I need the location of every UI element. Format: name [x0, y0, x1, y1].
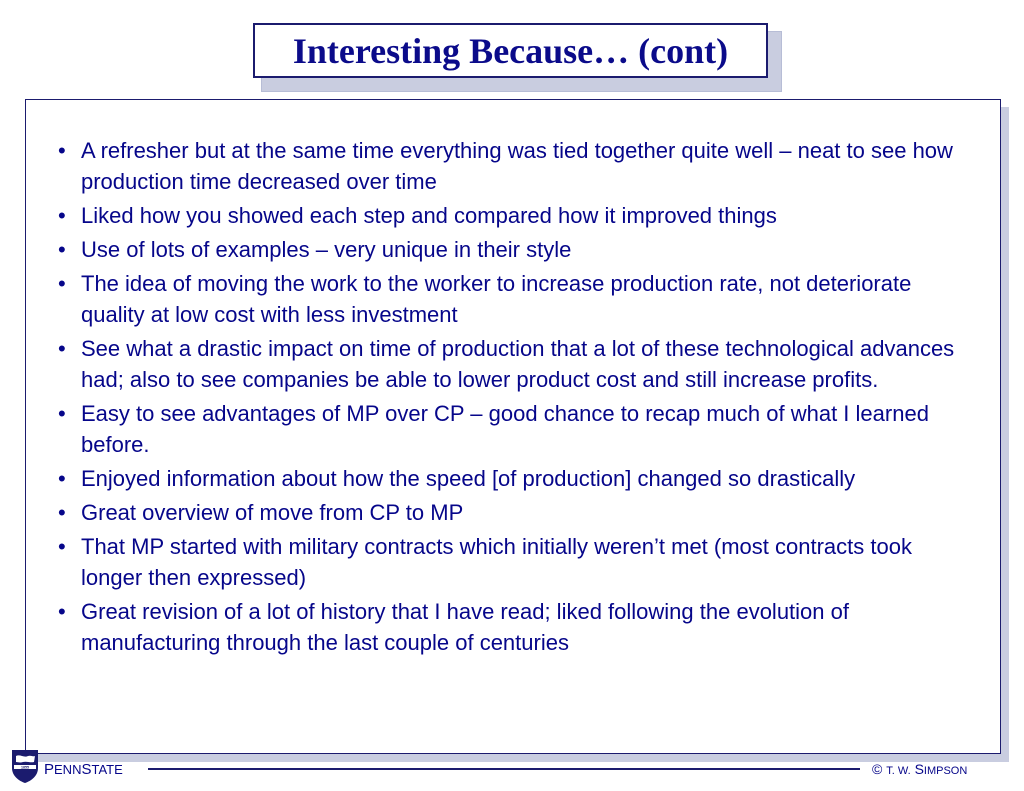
footer-divider [148, 768, 860, 770]
bullet-text: The idea of moving the work to the worker to increase production rate, not deteriorate quality at low cost with less investment [81, 271, 912, 327]
bullet-glyph: • [58, 466, 66, 491]
bullet-glyph: • [58, 237, 66, 262]
bullet-glyph: • [58, 336, 66, 361]
list-item [56, 596, 971, 658]
list-item [56, 200, 971, 231]
logo-year: 1855 [21, 765, 29, 770]
bullet-glyph: • [58, 534, 66, 559]
list-item [56, 463, 971, 494]
copyright: © T. W. SIMPSON [872, 761, 968, 777]
list-item [56, 268, 971, 330]
pennstate-shield-icon [10, 748, 40, 784]
bullet-glyph: • [58, 401, 66, 426]
bullet-glyph: • [58, 599, 66, 624]
list-item [56, 234, 971, 265]
bullet-glyph: • [58, 203, 66, 228]
bullet-text: Use of lots of examples – very unique in their style [81, 237, 572, 262]
bullet-text: Great overview of move from CP to MP [81, 500, 464, 525]
bullet-glyph: • [58, 138, 66, 163]
bullet-glyph: • [58, 271, 66, 296]
bullet-text: A refresher but at the same time everything was tied together quite well – neat to see how production time decreased over time [81, 138, 953, 194]
bullet-list [56, 135, 971, 661]
list-item [56, 135, 971, 197]
bullet-text: Easy to see advantages of MP over CP – good chance to recap much of what I learned before. [81, 401, 929, 457]
title-box [253, 23, 768, 78]
bullet-glyph: • [58, 500, 66, 525]
list-item [56, 531, 971, 593]
bullet-text: Liked how you showed each step and compared how it improved things [81, 203, 777, 228]
list-item [56, 398, 971, 460]
bullet-text: See what a drastic impact on time of production that a lot of these technological advances had; also to see companies be able to lower product cost and still increase profits. [81, 336, 955, 392]
bullet-text: Great revision of a lot of history that I have read; liked following the evolution of manufacturing through the last couple of centuries [81, 599, 849, 655]
bullet-text: That MP started with military contracts which initially weren’t met (most contracts took longer then expressed) [81, 534, 912, 590]
brand-name: PENNSTATE [44, 761, 123, 778]
slide-title: Interesting Because… (cont) [292, 30, 729, 71]
list-item [56, 497, 971, 528]
list-item [56, 333, 971, 395]
bullet-text: Enjoyed information about how the speed [of production] changed so drastically [81, 466, 856, 491]
content-panel [25, 99, 1001, 754]
